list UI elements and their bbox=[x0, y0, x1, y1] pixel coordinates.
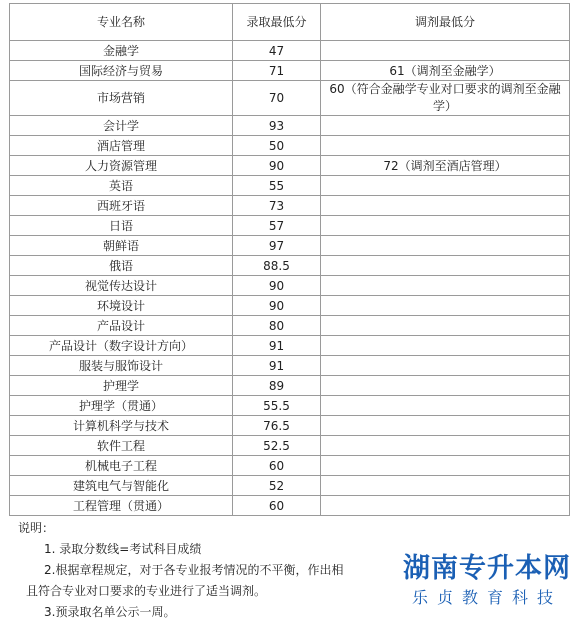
table-row bbox=[10, 476, 570, 496]
min-admission-score-cell: 90 bbox=[233, 276, 321, 296]
min-transfer-score-cell bbox=[321, 296, 570, 316]
major-name-cell: 酒店管理 bbox=[10, 136, 233, 156]
table-row bbox=[10, 416, 570, 436]
min-transfer-score-cell bbox=[321, 316, 570, 336]
table-row bbox=[10, 256, 570, 276]
min-admission-score-cell: 80 bbox=[233, 316, 321, 336]
notes-section bbox=[18, 518, 343, 623]
table-row bbox=[10, 356, 570, 376]
min-transfer-score-cell bbox=[321, 356, 570, 376]
header-min-admission-score: 录取最低分 bbox=[233, 4, 321, 41]
table-row bbox=[10, 376, 570, 396]
table-row bbox=[10, 336, 570, 356]
table-row bbox=[10, 456, 570, 476]
note-line-2: 2.根据章程规定，对于各专业报考情况的不平衡，作出相 bbox=[44, 563, 344, 577]
note-line-1: 1. 录取分数线=考试科目成绩 bbox=[44, 542, 202, 556]
note-line-3: 3.预录取名单公示一周。 bbox=[44, 605, 176, 619]
major-name-cell: 西班牙语 bbox=[10, 196, 233, 216]
min-transfer-score-cell bbox=[321, 496, 570, 516]
min-admission-score-cell: 89 bbox=[233, 376, 321, 396]
min-admission-score-cell: 60 bbox=[233, 456, 321, 476]
min-transfer-score-cell bbox=[321, 276, 570, 296]
table-row bbox=[10, 216, 570, 236]
min-admission-score-cell: 90 bbox=[233, 296, 321, 316]
major-name-cell: 会计学 bbox=[10, 116, 233, 136]
min-transfer-score-cell bbox=[321, 196, 570, 216]
min-admission-score-cell: 91 bbox=[233, 356, 321, 376]
table-row bbox=[10, 196, 570, 216]
note-line-2-continued: 且符合专业对口要求的专业进行了适当调剂。 bbox=[26, 584, 267, 598]
major-name-cell: 视觉传达设计 bbox=[10, 276, 233, 296]
table-header-row bbox=[10, 4, 570, 41]
min-transfer-score-cell bbox=[321, 136, 570, 156]
admission-score-table bbox=[9, 3, 570, 516]
min-transfer-score-cell bbox=[321, 436, 570, 456]
min-admission-score-cell: 52.5 bbox=[233, 436, 321, 456]
min-admission-score-cell: 55 bbox=[233, 176, 321, 196]
major-name-cell: 机械电子工程 bbox=[10, 456, 233, 476]
table-row bbox=[10, 396, 570, 416]
header-min-transfer-score: 调剂最低分 bbox=[321, 4, 570, 41]
min-transfer-score-cell bbox=[321, 476, 570, 496]
min-admission-score-cell: 57 bbox=[233, 216, 321, 236]
min-admission-score-cell: 91 bbox=[233, 336, 321, 356]
table-row bbox=[10, 41, 570, 61]
table-row bbox=[10, 296, 570, 316]
min-admission-score-cell: 97 bbox=[233, 236, 321, 256]
min-transfer-score-cell: 72（调剂至酒店管理） bbox=[321, 156, 570, 176]
table-row bbox=[10, 436, 570, 456]
table-row bbox=[10, 61, 570, 81]
table-row bbox=[10, 136, 570, 156]
major-name-cell: 工程管理（贯通） bbox=[10, 496, 233, 516]
min-transfer-score-cell bbox=[321, 456, 570, 476]
min-admission-score-cell: 60 bbox=[233, 496, 321, 516]
min-admission-score-cell: 71 bbox=[233, 61, 321, 81]
table-row bbox=[10, 496, 570, 516]
major-name-cell: 国际经济与贸易 bbox=[10, 61, 233, 81]
min-admission-score-cell: 93 bbox=[233, 116, 321, 136]
major-name-cell: 产品设计（数字设计方向） bbox=[10, 336, 233, 356]
min-transfer-score-cell bbox=[321, 336, 570, 356]
min-admission-score-cell: 52 bbox=[233, 476, 321, 496]
table-row bbox=[10, 156, 570, 176]
min-transfer-score-cell: 61（调剂至金融学） bbox=[321, 61, 570, 81]
major-name-cell: 产品设计 bbox=[10, 316, 233, 336]
min-transfer-score-cell bbox=[321, 41, 570, 61]
watermark-logo bbox=[392, 553, 582, 609]
min-transfer-score-cell bbox=[321, 216, 570, 236]
major-name-cell: 服装与服饰设计 bbox=[10, 356, 233, 376]
table-body bbox=[10, 41, 570, 516]
watermark-subtitle: 乐贞教育科技 bbox=[411, 588, 562, 607]
major-name-cell: 金融学 bbox=[10, 41, 233, 61]
table-row bbox=[10, 176, 570, 196]
table-row bbox=[10, 116, 570, 136]
major-name-cell: 人力资源管理 bbox=[10, 156, 233, 176]
table-row bbox=[10, 81, 570, 116]
major-name-cell: 软件工程 bbox=[10, 436, 233, 456]
min-transfer-score-cell bbox=[321, 416, 570, 436]
header-major-name: 专业名称 bbox=[10, 4, 233, 41]
table-row bbox=[10, 316, 570, 336]
min-admission-score-cell: 50 bbox=[233, 136, 321, 156]
major-name-cell: 计算机科学与技术 bbox=[10, 416, 233, 436]
min-transfer-score-cell bbox=[321, 176, 570, 196]
min-admission-score-cell: 76.5 bbox=[233, 416, 321, 436]
min-admission-score-cell: 73 bbox=[233, 196, 321, 216]
min-admission-score-cell: 90 bbox=[233, 156, 321, 176]
table-row bbox=[10, 276, 570, 296]
min-admission-score-cell: 55.5 bbox=[233, 396, 321, 416]
table-row bbox=[10, 236, 570, 256]
min-transfer-score-cell bbox=[321, 116, 570, 136]
min-transfer-score-cell: 60（符合金融学专业对口要求的调剂至金融学） bbox=[321, 81, 570, 116]
min-transfer-score-cell bbox=[321, 376, 570, 396]
major-name-cell: 环境设计 bbox=[10, 296, 233, 316]
major-name-cell: 英语 bbox=[10, 176, 233, 196]
min-admission-score-cell: 47 bbox=[233, 41, 321, 61]
min-transfer-score-cell bbox=[321, 236, 570, 256]
min-admission-score-cell: 88.5 bbox=[233, 256, 321, 276]
watermark-title: 湖南专升本网 bbox=[403, 553, 571, 584]
major-name-cell: 日语 bbox=[10, 216, 233, 236]
major-name-cell: 市场营销 bbox=[10, 81, 233, 116]
major-name-cell: 护理学 bbox=[10, 376, 233, 396]
major-name-cell: 建筑电气与智能化 bbox=[10, 476, 233, 496]
major-name-cell: 朝鲜语 bbox=[10, 236, 233, 256]
major-name-cell: 护理学（贯通） bbox=[10, 396, 233, 416]
min-transfer-score-cell bbox=[321, 256, 570, 276]
min-transfer-score-cell bbox=[321, 396, 570, 416]
notes-title: 说明： bbox=[18, 521, 55, 535]
major-name-cell: 俄语 bbox=[10, 256, 233, 276]
min-admission-score-cell: 70 bbox=[233, 81, 321, 116]
